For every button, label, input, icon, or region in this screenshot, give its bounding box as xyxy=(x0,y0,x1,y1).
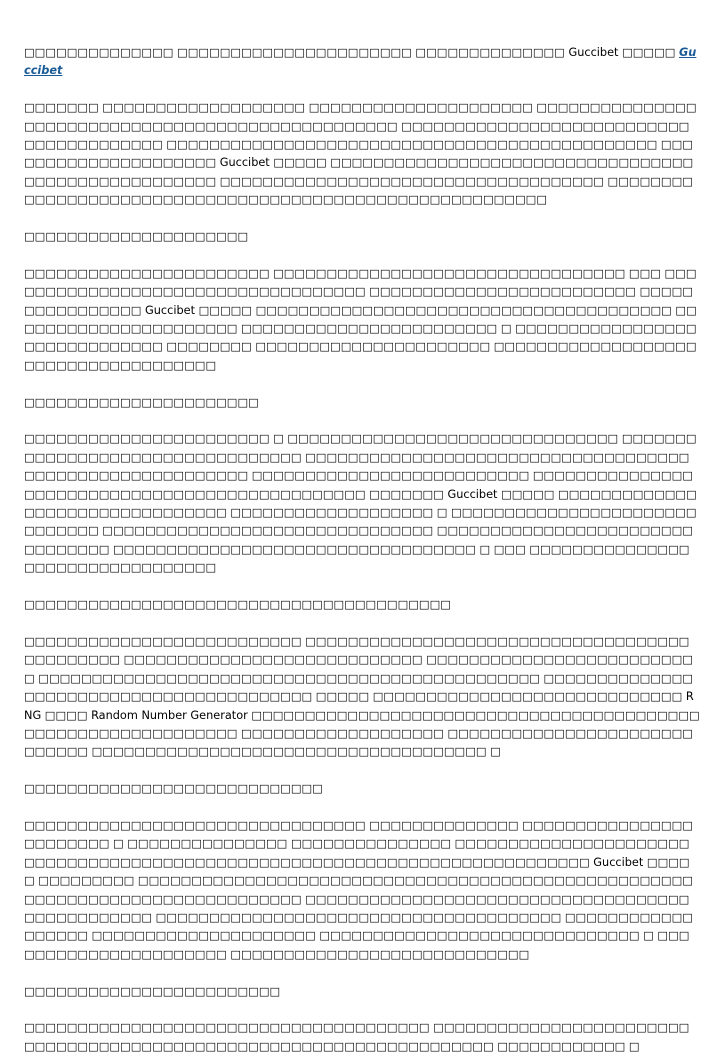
paragraph-5: □□□□□□□□□□□□□□□□□□□□□□□□□□□□□□□□ □□□□□□□□□□□□□□ □□□□□□□□□□□□□□□□□□□□□□□□ □ □□□□□□□□□□□□□□□ □□□□□□□□□□□□□□□ □□□□□□□□□□□□□□□□□□□□□□□□□□□□□□□□□□□□□□□□□□□□□□□□□□□□□□□□□□□□□□□□□□□□□□□□□□□ Guccibet □□□□□ □□□□□□□□□ □□□□□□□□□□□□□□□□□□□□□□□□□□□□□□□□□□□□□□□□□□□□□□□□□□□□ □□□□□□□□□□□□□□□□□□□□□□□□□□ □□□□□□□□□□□□□□□□□□□□□□□□□□□□□□□□□□□□□□□□□□□□□□□□ □□□□□□□□□□□□□□□□□□□□□□□□□□□□□□□□□□□□□□ □□□□□□□□□□□□□□□□□□ □□□□□□□□□□□□□□□□□□□□□ □□□□□□□□□□□□□□□□□□□□□□□□□□□□□□ □ □□□□□□□□□□□□□□□□□□□□□□ □□□□□□□□□□□□□□□□□□□□□□□□□□□□ xyxy=(24,818,693,961)
section-heading-4: □□□□□□□□□□□□□□□□□□□□□□□□□□□□□□□□□□□□□□□□ xyxy=(24,598,451,612)
paragraph-6: □□□□□□□□□□□□□□□□□□□□□□□□□□□□□□□□□□□□□□ □□□□□□□□□□□□□□□□□□□□□□□□□□□□□□□□□□□□□□□□□□□□□□□□□□□□□□□□□□□□□□□□□□□□ □□□□□□□□□□□□ □ xyxy=(24,1021,690,1053)
paragraph-3: □□□□□□□□□□□□□□□□□□□□□□□ □ □□□□□□□□□□□□□□□□□□□□□□□□□□□□□□□ □□□□□□□□□□□□□□□□□□□□□□□□□□□□□□□□□ □□□□□□□□□□□□□□□□□□□□□□□□□□□□□□□□□□□□□□□□□□□□□□□□□□□□□□□□□ □□□□□□□□□□□□□□□□□□□□□□□□□□ □□□□□□□□□□□□□□□□□□□□□□□□□□□□□□□□□□□□□□□□□□□□□□□ □□□□□□□ Guccibet □□□□□ □□□□□□□□□□□□□□□□□□□□□□□□□□□□□□□□ □□□□□□□□□□□□□□□□□□□ □ □□□□□□□□□□□□□□□□□□□□□□□□□□□□□□ □□□□□□□□□□□□□□□□□□□□□□□□□□□□□□□ □□□□□□□□□□□□□□□□□□□□□□□□□□□□□□□□ □□□□□□□□□□□□□□□□□□□□□□□□□□□□□□□□□□ □ □□□ □□□□□□□□□□□□□□□□□□□□□□□□□□□□□□□□□ xyxy=(24,432,697,575)
spacer xyxy=(24,799,700,817)
section-heading-5: □□□□□□□□□□□□□□□□□□□□□□□□□□□□ xyxy=(24,782,323,796)
spacer xyxy=(24,81,700,99)
section-heading-6: □□□□□□□□□□□□□□□□□□□□□□□□ xyxy=(24,984,281,998)
document-body xyxy=(24,44,700,1056)
intro-paragraph xyxy=(24,44,700,81)
spacer xyxy=(24,1001,700,1019)
paragraph-2: □□□□□□□□□□□□□□□□□□□□□□□ □□□□□□□□□□□□□□□□□□□□□□□□□□□□□□□□□ □□□ □□□□□□□□□□□□□□□□□□□□□□□□□□□□□□□□□□□ □□□□□□□□□□□□□□□□□□□□□□□□□ □□□□□□□□□□□□□□□□ Guccibet □□□□□ □□□□□□□□□□□□□□□□□□□□□□□□□□□□□□□□□□□□□□□ □□□□□□□□□□□□□□□□□□□□□□ □□□□□□□□□□□□□□□□□□□□□□□□ □ □□□□□□□□□□□□□□□□□□□□□□□□□□□□□□ □□□□□□□□ □□□□□□□□□□□□□□□□□□□□□□ □□□□□□□□□□□□□□□□□□□□□□□□□□□□□□□□□□□□□ xyxy=(24,266,697,372)
section-heading-3: □□□□□□□□□□□□□□□□□□□□□□ xyxy=(24,395,259,409)
spacer xyxy=(24,375,700,393)
spacer xyxy=(24,762,700,780)
paragraph-4: □□□□□□□□□□□□□□□□□□□□□□□□□□ □□□□□□□□□□□□□□□□□□□□□□□□□□□□□□□□□□□□□□□□□□□□□ □□□□□□□□□□□□□□□□□□□□□□□□□□□□ □□□□□□□□□□□□□□□□□□□□□□□□□□ □□□□□□□□□□□□□□□□□□□□□□□□□□□□□□□□□□□□□□□□□□□□□□□ □□□□□□□□□□□□□□□□□□□□□□□□□□□□□□□□□□□□□□□□□ □□□□□ □□□□□□□□□□□□□□□□□□□□□□□□□□□□□ RNG □□□□ Random Number Generator □□□□□□□□□□□□□□□□□□□□□□□□□□□□□□□□□□□□□□□□□□□□□□□□□□□□□□□□□□□□□□ □□□□□□□□□□□□□□□□□□□ □□□□□□□□□□□□□□□□□□□□□□□□□□□□□ □□□□□□□□□□□□□□□□□□□□□□□□□□□□□□□□□□□□□ □ xyxy=(24,634,700,759)
spacer xyxy=(24,964,700,982)
spacer xyxy=(24,412,700,430)
spacer xyxy=(24,246,700,264)
spacer xyxy=(24,615,700,633)
spacer xyxy=(24,578,700,596)
intro-text: □□□□□□□□□□□□□□ □□□□□□□□□□□□□□□□□□□□□□ □□□□□□□□□□□□□□ Guccibet □□□□□ xyxy=(24,46,680,59)
section-heading-2: □□□□□□□□□□□□□□□□□□□□□ xyxy=(24,230,249,244)
spacer xyxy=(24,210,700,228)
guccibet-link[interactable]: Guccibet xyxy=(24,46,697,78)
paragraph-1: □□□□□□□ □□□□□□□□□□□□□□□□□□□ □□□□□□□□□□□□□□□□□□□□□ □□□□□□□□□□□□□□□□□□□□□□□□□□□□□□□□□□□□□□□□□□□□□□□□□□ □□□□□□□□□□□□□□□□□□□□□□□□□□□□□□□□□□□□□□□□ □□□□□□□□□□□□□□□□□□□□□□□□□□□□□□□□□□□□□□□□□□□□□□ □□□□□□□□□□□□□□□□□□□□□ Guccibet □□□□□ □□□□□□□□□□□□□□□□□□□□□□□□□□□□□□□□□□□□□□□□□□□□□□□□□□□□ □□□□□□□□□□□□□□□□□□□□□□□□□□□□□□□□□□□□ □□□□□□□□□□□□□□□□□□□□□□□□□□□□□□□□□□□□□□□□□□□□□□□□□□□□□□□□□ xyxy=(24,101,697,207)
